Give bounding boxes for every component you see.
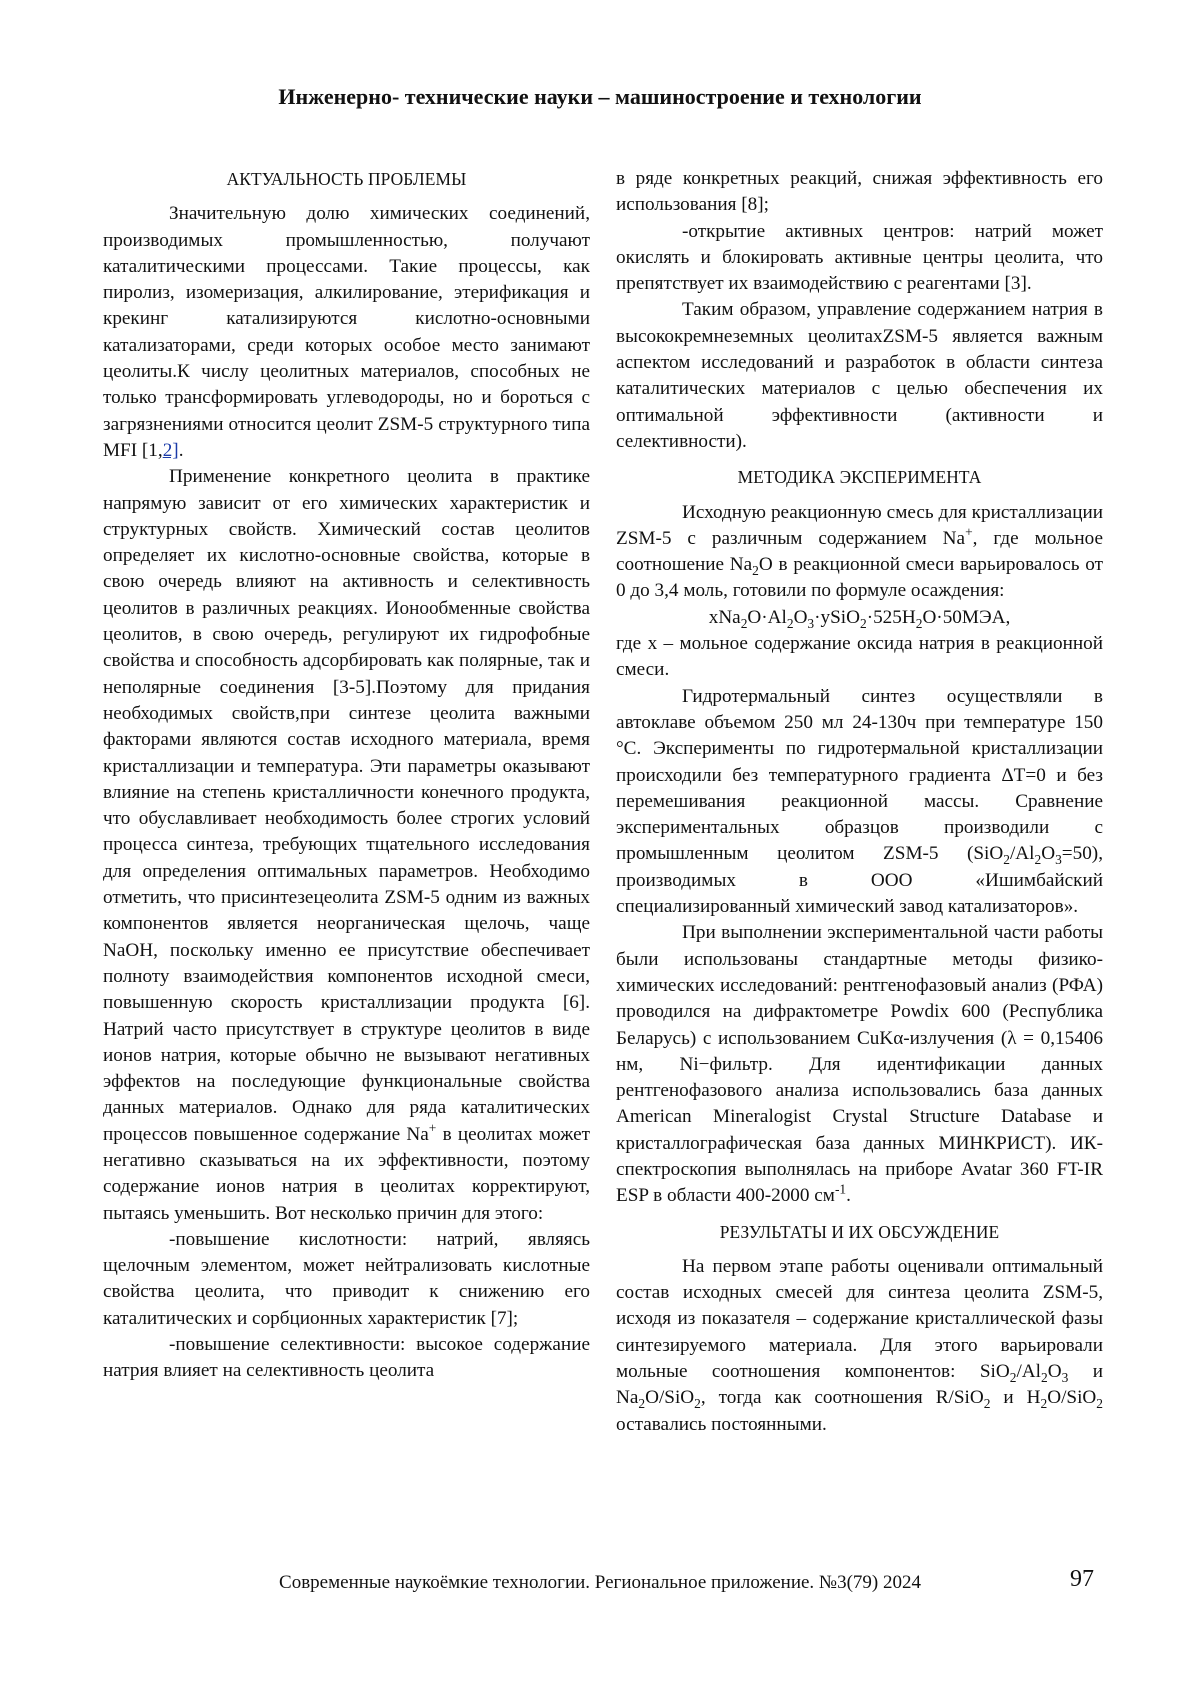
journal-footer: Современные наукоёмкие технологии. Региональное приложение. №3(79) 2024 (279, 1572, 921, 1593)
paragraph: в ряде конкретных реакций, снижая эффективность его использования [8]; (616, 168, 1103, 216)
paragraph-list-item: -повышение селективности: высокое содержание натрия влияет на селективность цеолита (103, 1334, 590, 1382)
left-column (103, 166, 590, 1385)
paragraph: Таким образом, управление содержанием натрия в высококремнеземных цеолитахZSM-5 является важным аспектом исследований и разработок в области синтеза каталитических материалов с целью обеспечения их оптимальной эффективности (активности и селективности). (616, 299, 1103, 452)
paragraph: Значительную долю химических соединений, производимых промышленностью, получают каталитическими процессами. Такие процессы, как пиролиз, изомеризация, алкилирование, этерификация и крекинг катализируются кислотно-основными катализаторами, среди которых особое место занимают цеолиты.К числу цеолитных материалов, способных не только трансформировать углеводороды, но и бороться с загрязнениями относится цеолит ZSM-5 структурного типа MFI [1,2]. (103, 203, 590, 461)
right-column (616, 166, 1103, 1438)
running-header: Инженерно- технические науки – машиностроение и технологии (278, 84, 922, 109)
section-heading-method: МЕТОДИКА ЭКСПЕРИМЕНТА (737, 467, 982, 488)
section-heading-relevance: АКТУАЛЬНОСТЬ ПРОБЛЕМЫ (226, 169, 467, 189)
paragraph-list-item: -повышение кислотности: натрий, являясь щелочным элементом, может нейтрализовать кислотные свойства цеолита, что приводит к снижению его каталитических и сорбционных характеристик [7]; (103, 1228, 590, 1329)
paragraph: Применение конкретного цеолита в практике напрямую зависит от его химических характеристик и структурных свойств. Химический состав цеолитов определяет их кислотно-основные свойства, которые в свою очередь влияют на активность и селективность цеолитов в различных реакциях. Ионообменные свойства цеолитов, в свою очередь, регулируют их гидрофобные свойства и способность адсорбировать как полярные, так и неполярные соединения [3-5].Поэтому для придания необходимых свойств,при синтезе цеолита важными факторами являются состав исходного материала, время кристаллизации и температура. Эти параметры оказывают влияние на степень кристалличности конечного продукта, что обуславливает необходимость более строгих условий процесса синтеза, требующих тщательного исследования для определения оптимальных параметров. Необходимо отметить, что присинтезецеолита ZSM-5 одним из важных компонентов является неорганическая щелочь, чаще NaOH, поскольку именно ее присутствие обеспечивает полноту взаимодействия компонентов исходной смеси, повышенную скорость кристаллизации продукта [6]. Натрий часто присутствует в структуре цеолитов в виде ионов натрия, которые обычно не вызывают негативных эффектов на последующие функциональные свойства данных материалов. Однако для ряда каталитических процессов повышенное содержание Na+ в цеолитах может негативно сказываться на их эффективности, поэтому содержание ионов натрия в цеолитах корректируют, пытаясь уменьшить. Вот несколько причин для этого: (103, 466, 590, 1224)
reference-link[interactable]: 2] (162, 439, 179, 461)
formula: $xNa_2O\cdot Al_2O_3\cdot ySiO_2\cdot 525H_2O\cdot 50МЭА$, (708, 606, 1011, 631)
paragraph: На первом этапе работы оценивали оптимальный состав исходных смесей для синтеза цеолита ZSM-5, исходя из показателя – содержание кристаллической фазы синтезируемого материала. Для этого варьировали мольные соотношения компонентов: $SiO_2/Al_2O_3$ и $Na_2O/SiO_2$, тогда как соотношения R/SiO$_2$ и $H_2O/SiO_2$ оставались постоянными. (616, 1255, 1103, 1435)
paragraph: Гидротермальный синтез осуществляли в автоклаве объемом 250 мл 24-130ч при температуре 150 °С. Эксперименты по гидротермальной кристаллизации происходили без температурного градиента ΔТ=0 и без перемешивания реакционной массы. Сравнение экспериментальных образцов производили с промышленным цеолитом ZSM-5 $(SiO_2/Al_2O_3=50)$, производимых в ООО «Ишимбайский специализированный химический завод катализаторов». (616, 685, 1103, 918)
paragraph: При выполнении экспериментальной части работы были использованы стандартные методы физико-химических исследований: рентгенофазовый анализ (РФА) проводился на дифрактометре Powdix 600 (Республика Беларусь) с использованием CuKα-излучения (λ = 0,15406 нм, Ni−фильтр. Для идентификации данных рентгенофазового анализа использовались база данных American Mineralogist Crystal Structure Database и кристаллографическая база данных МИНКРИСТ). ИК-спектроскопия выполнялась на приборе Avatar 360 FT-IR ESP в области 400-2000 $см^{-1}$. (616, 922, 1103, 1207)
section-heading-results: РЕЗУЛЬТАТЫ И ИХ ОБСУЖДЕНИЕ (719, 1221, 1000, 1242)
paragraph: Исходную реакционную смесь для кристаллизации ZSM-5 с различным содержанием Na+, где мольное соотношение $Na_2O$ в реакционной смеси варьировалось от 0 до 3,4 моль, готовили по формуле осаждения: (616, 501, 1103, 602)
paragraph-list-item: -открытие активных центров: натрий может окислять и блокировать активные центры цеолита, что препятствует их взаимодействию с реагентами [3]. (616, 220, 1103, 295)
page-number: 97 (1070, 1566, 1094, 1592)
paragraph: где x – мольное содержание оксида натрия в реакционной смеси. (616, 633, 1103, 681)
